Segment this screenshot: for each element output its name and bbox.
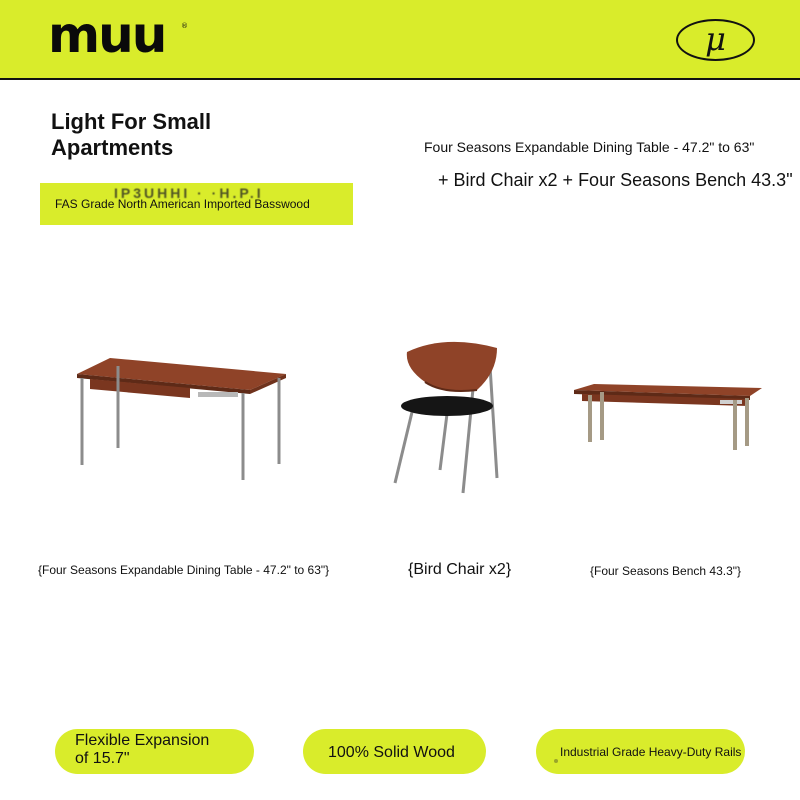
feature-pill-rails xyxy=(536,729,745,774)
feature-solid-wood-label: 100% Solid Wood xyxy=(328,744,455,761)
header-bar xyxy=(0,0,800,80)
tagline-line2: Apartments xyxy=(51,135,174,160)
bird-chair-image xyxy=(385,338,525,498)
chair-seat xyxy=(401,396,493,416)
chair-leg xyxy=(440,414,447,470)
registered-mark: ® xyxy=(181,22,188,30)
rail-handle xyxy=(198,392,238,397)
decorative-dot xyxy=(554,759,558,763)
product-caption-bench: {Four Seasons Bench 43.3"} xyxy=(590,564,742,578)
mu-badge-icon xyxy=(676,19,755,61)
page-title xyxy=(51,109,211,161)
tagline-line1: Light For Small xyxy=(51,109,212,134)
feature-expansion-line2: of 15.7" xyxy=(75,750,130,767)
material-banner xyxy=(40,183,353,225)
material-banner-text: FAS Grade North American Imported Basswood xyxy=(55,197,310,211)
product-caption-table: {Four Seasons Expandable Dining Table - 47.2" to 63"} xyxy=(38,563,330,577)
chair-backrest xyxy=(407,342,497,391)
feature-rails-label: Industrial Grade Heavy-Duty Rails xyxy=(560,745,742,759)
mu-glyph: μ xyxy=(705,20,726,58)
brand-logo[interactable]: muu xyxy=(48,6,166,64)
feature-pill-solid-wood xyxy=(303,729,486,774)
chair-leg xyxy=(490,366,497,478)
bench-image xyxy=(570,380,770,460)
bench-rail xyxy=(720,400,742,404)
set-description-line2: + Bird Chair x2 + Four Seasons Bench 43.3" xyxy=(438,170,793,190)
feature-pill-expansion xyxy=(55,729,254,774)
product-caption-chair: {Bird Chair x2} xyxy=(408,561,512,578)
banner-ghost-text: IP3UHHI · ·H.P.I xyxy=(114,185,264,201)
dining-table-image xyxy=(70,350,295,490)
set-description-line1: Four Seasons Expandable Dining Table - 47.2" to 63" xyxy=(424,139,755,155)
feature-expansion-line1: Flexible Expansion xyxy=(75,732,210,749)
chair-leg xyxy=(395,408,413,483)
